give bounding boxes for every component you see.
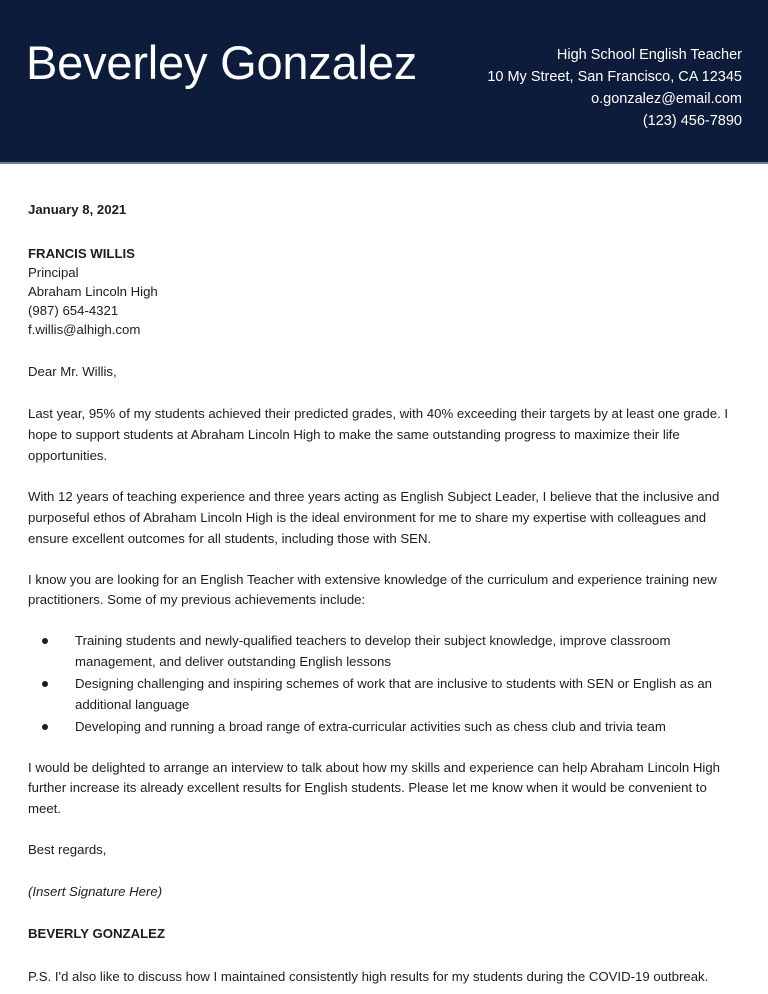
letter-paragraph-2: With 12 years of teaching experience and three years acting as English Subject Leader, I believe that the inclusive and purposeful ethos of Abraham Lincoln High is the ideal environment for me to share my expertise with colleagues and ensure excellent outcomes for all students, including those with SEN. [28, 489, 720, 546]
list-item [28, 717, 742, 738]
letter-paragraph-3: I know you are looking for an English Teacher with extensive knowledge of the curriculum and experience training new practitioners. Some of my previous achievements include: [28, 571, 717, 608]
recipient-email: f.willis@alhigh.com [28, 322, 141, 338]
signature-name: BEVERLY GONZALEZ [28, 925, 166, 941]
applicant-name: Beverley Gonzalez [26, 36, 418, 89]
recipient-block [28, 244, 742, 340]
recipient-phone: (987) 654-4321 [28, 303, 119, 319]
contact-phone: (123) 456-7890 [642, 113, 742, 130]
list-item [28, 631, 742, 673]
postscript: P.S. I'd also like to discuss how I maintained consistently high results for my students during the COVID-19 outbreak. [28, 968, 709, 984]
list-item [28, 674, 742, 716]
recipient-title: Principal [28, 265, 79, 280]
recipient-organization: Abraham Lincoln High [28, 284, 158, 300]
contact-address: 10 My Street, San Francisco, CA 12345 [487, 69, 742, 86]
contact-email: o.gonzalez@email.com [591, 91, 742, 108]
letter-date: January 8, 2021 [28, 202, 127, 217]
contact-block [487, 44, 742, 132]
letterhead-header [0, 0, 768, 164]
bullet-icon [42, 724, 48, 730]
salutation: Dear Mr. Willis, [28, 363, 117, 379]
list-item-text: Developing and running a broad range of extra-curricular activities such as chess club and trivia team [75, 718, 666, 734]
letter-body [0, 164, 768, 988]
list-item-text: Designing challenging and inspiring schemes of work that are inclusive to students with SEN or English as an additional language [75, 676, 713, 712]
closing-paragraph: I would be delighted to arrange an interview to talk about how my skills and experience can help Abraham Lincoln High further increase its already excellent results for English students. Please let me know when it would be convenient to meet. [28, 759, 721, 817]
bullet-icon [42, 681, 48, 687]
bullet-icon [42, 638, 48, 644]
signature-placeholder: (Insert Signature Here) [28, 884, 163, 900]
recipient-name: FRANCIS WILLIS [28, 245, 135, 261]
header-divider-rule [0, 162, 768, 164]
achievements-list [28, 631, 742, 737]
list-item-text: Training students and newly-qualified teachers to develop their subject knowledge, improve classroom management, and deliver outstanding English lessons [75, 633, 671, 670]
sign-off: Best regards, [28, 842, 107, 858]
letter-paragraph-1: Last year, 95% of my students achieved their predicted grades, with 40% exceeding their targets by at least one grade. I hope to support students at Abraham Lincoln High to make the same outstanding progress to maximize their life opportunities. [28, 406, 729, 464]
contact-job-title: High School English Teacher [556, 47, 742, 63]
